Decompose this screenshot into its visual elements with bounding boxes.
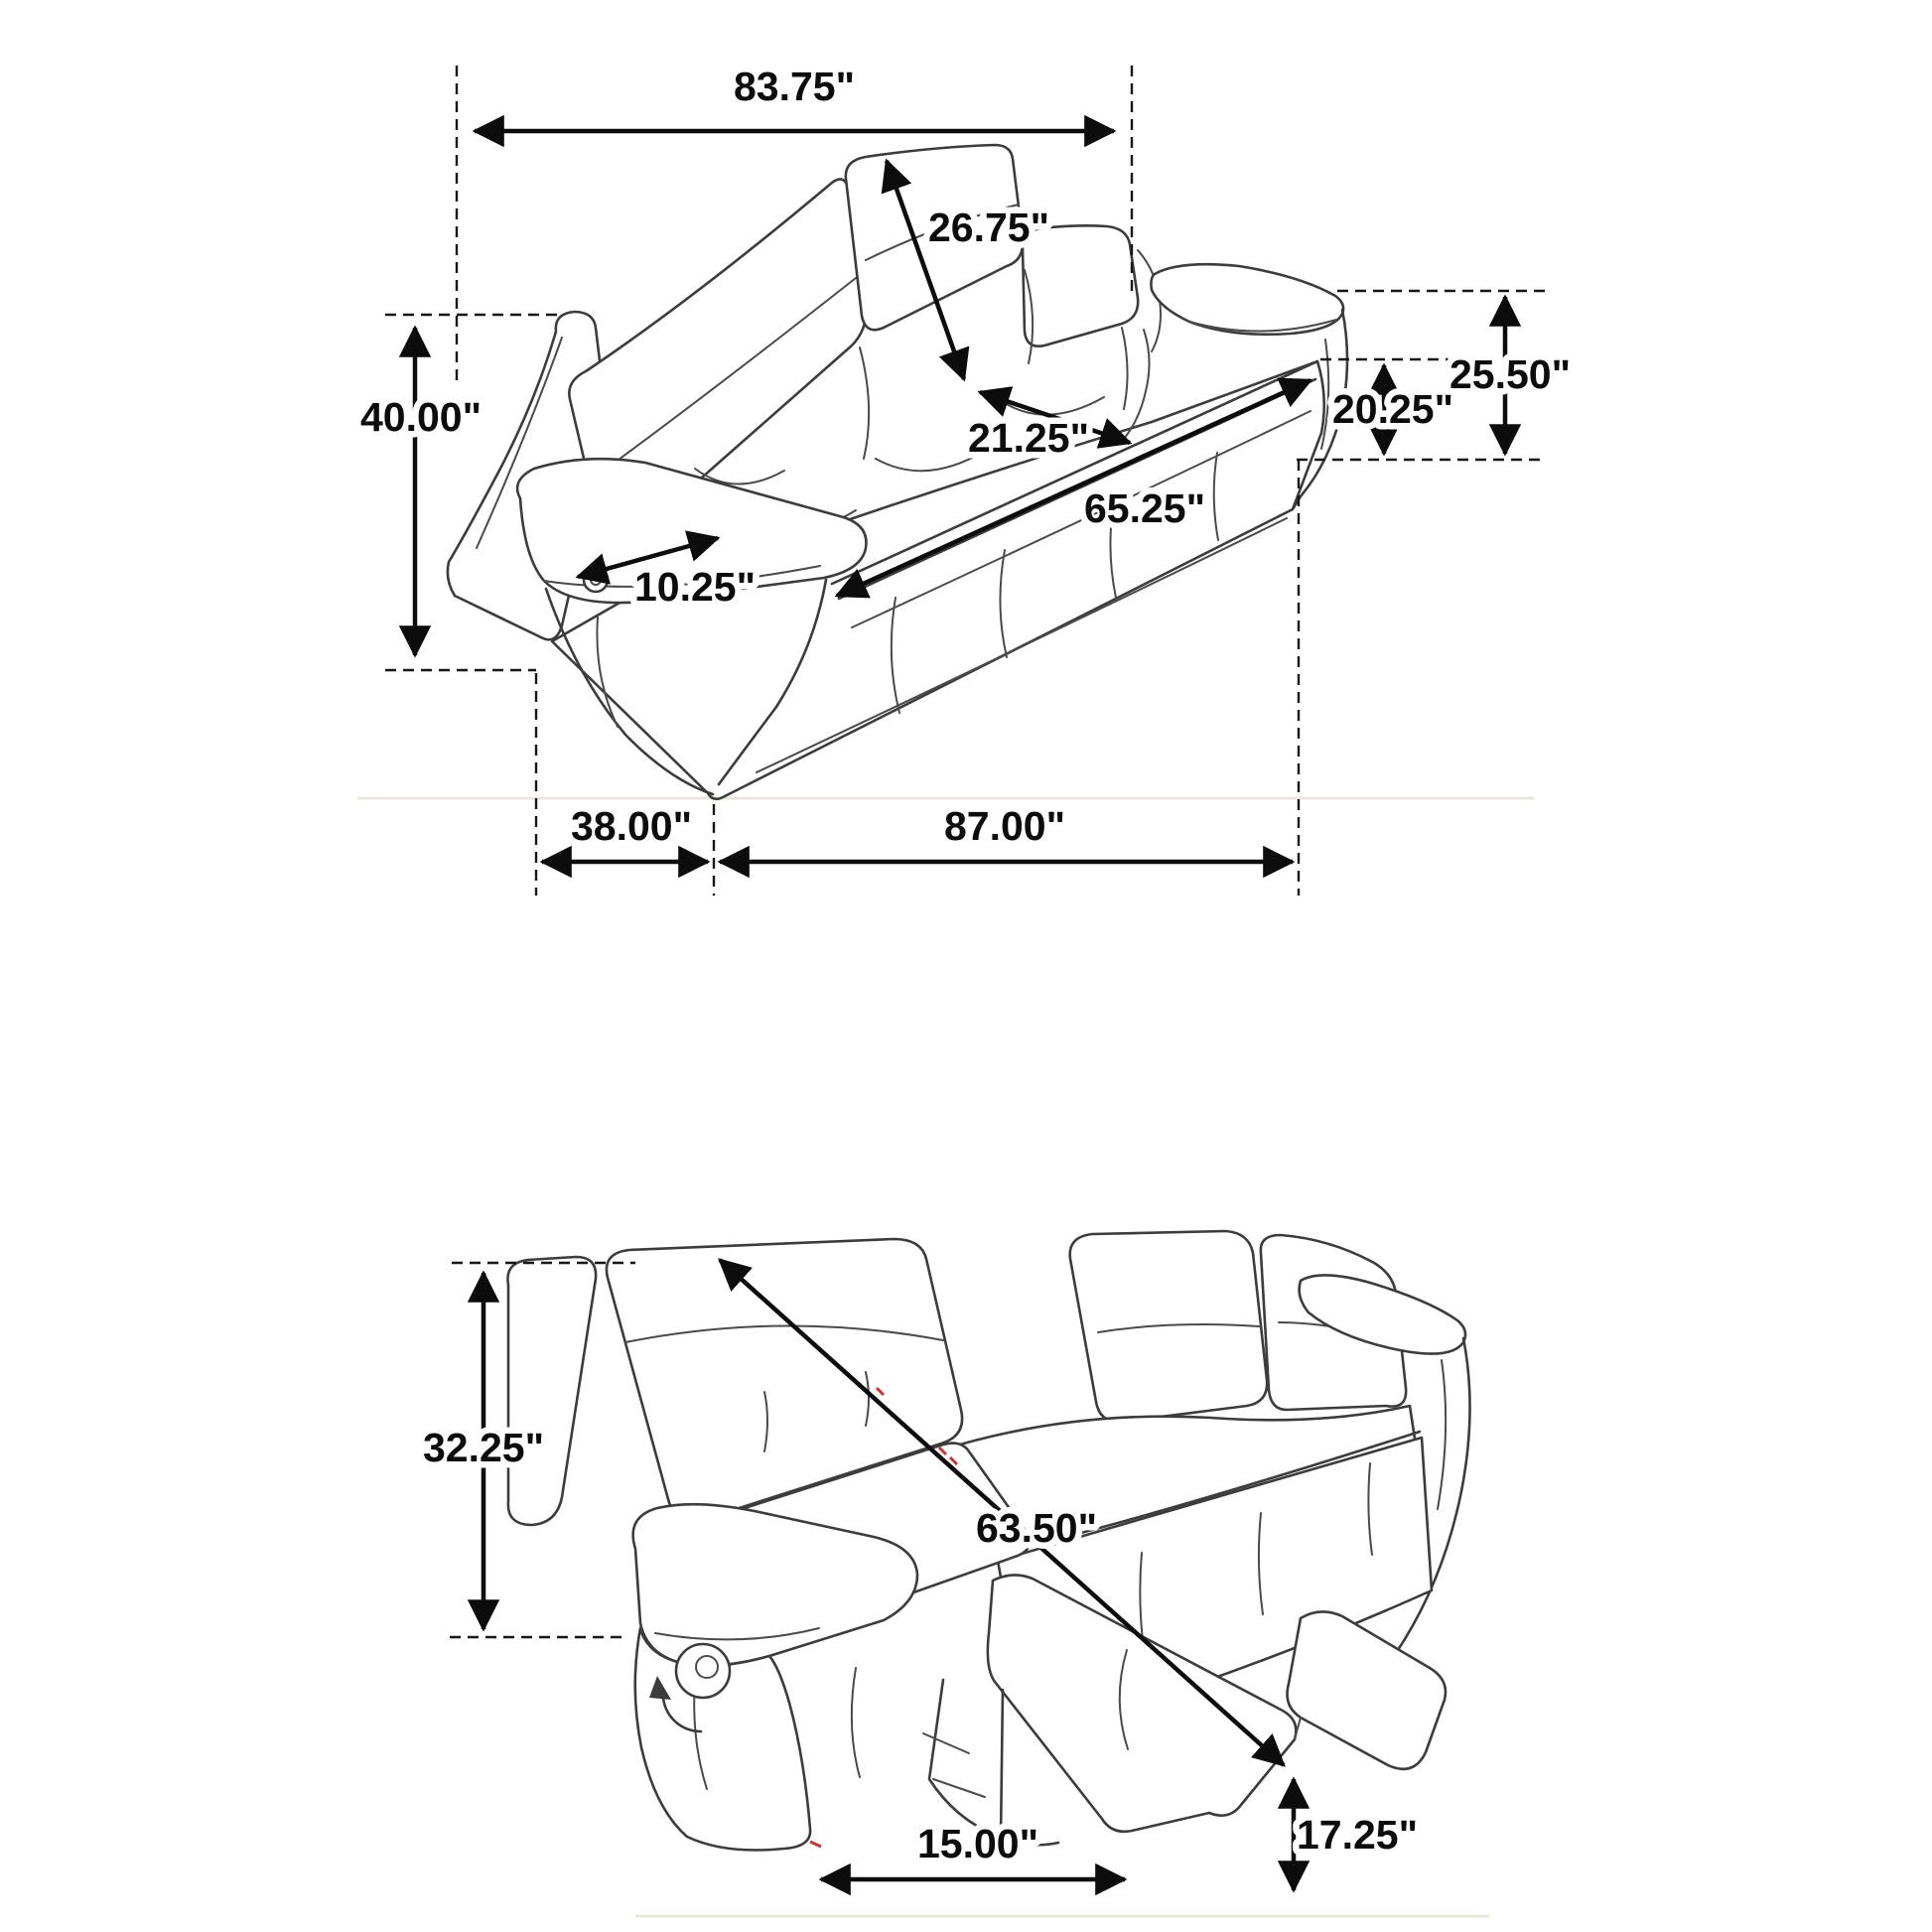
overall-height-label: 40.00" <box>359 394 483 440</box>
reclined-diagonal-label: 63.50" <box>975 1505 1098 1551</box>
reclined-back-height-label: 32.25" <box>422 1425 545 1470</box>
arm-height-label: 25.50" <box>1449 351 1572 397</box>
footrest-extension-label: 15.00" <box>916 1821 1039 1866</box>
seat-height-label: 20.25" <box>1331 386 1454 432</box>
overall-width-label: 83.75" <box>733 64 856 109</box>
back-cushion-diagonal-label: 26.75" <box>927 205 1050 250</box>
seat-depth-label: 21.25" <box>967 415 1090 461</box>
base-width-label: 87.00" <box>943 803 1066 849</box>
upright-sofa-drawing <box>448 145 1347 799</box>
overall-depth-label: 38.00" <box>570 803 693 849</box>
footrest-height-label: 17.25" <box>1296 1812 1419 1858</box>
seat-interior-width-label: 65.25" <box>1083 485 1206 531</box>
armrest-width-label: 10.25" <box>633 564 757 610</box>
